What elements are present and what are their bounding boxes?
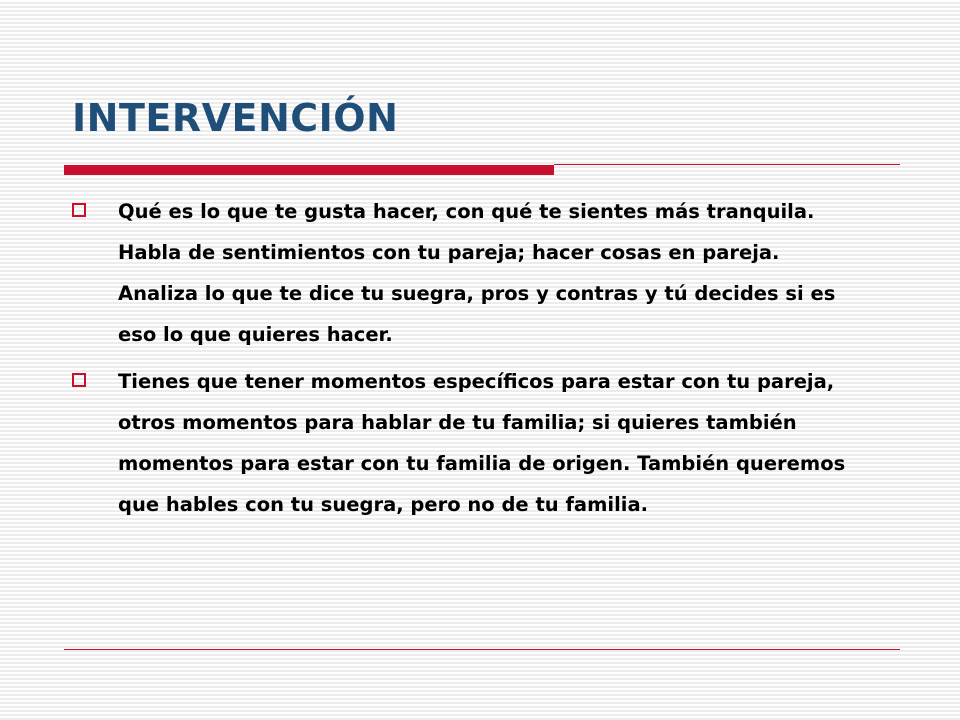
bullet-item: [72, 191, 862, 355]
bullet-text: Qué es lo que te gusta hacer, con qué te sientes más tranquila. Habla de sentimientos con tu pareja; hacer cosas en pareja. Analiza lo que te dice tu suegra, pros y contras y tú decides si es eso lo que quieres hacer.: [118, 200, 836, 346]
bullet-text: Tienes que tener momentos específicos para estar con tu pareja, otros momentos para hablar de tu familia; si quieres también momentos para estar con tu familia de origen. También queremos que hables con tu suegra, pero no de tu familia.: [118, 370, 846, 516]
footer-rule: [64, 649, 900, 650]
title-underline-thin: [554, 164, 900, 165]
bullet-list: [72, 191, 862, 531]
hollow-square-icon: [72, 373, 86, 387]
hollow-square-icon: [72, 203, 86, 217]
title-underline-thick: [64, 165, 554, 175]
slide-title: INTERVENCIÓN: [72, 96, 399, 140]
bullet-item: [72, 361, 862, 525]
